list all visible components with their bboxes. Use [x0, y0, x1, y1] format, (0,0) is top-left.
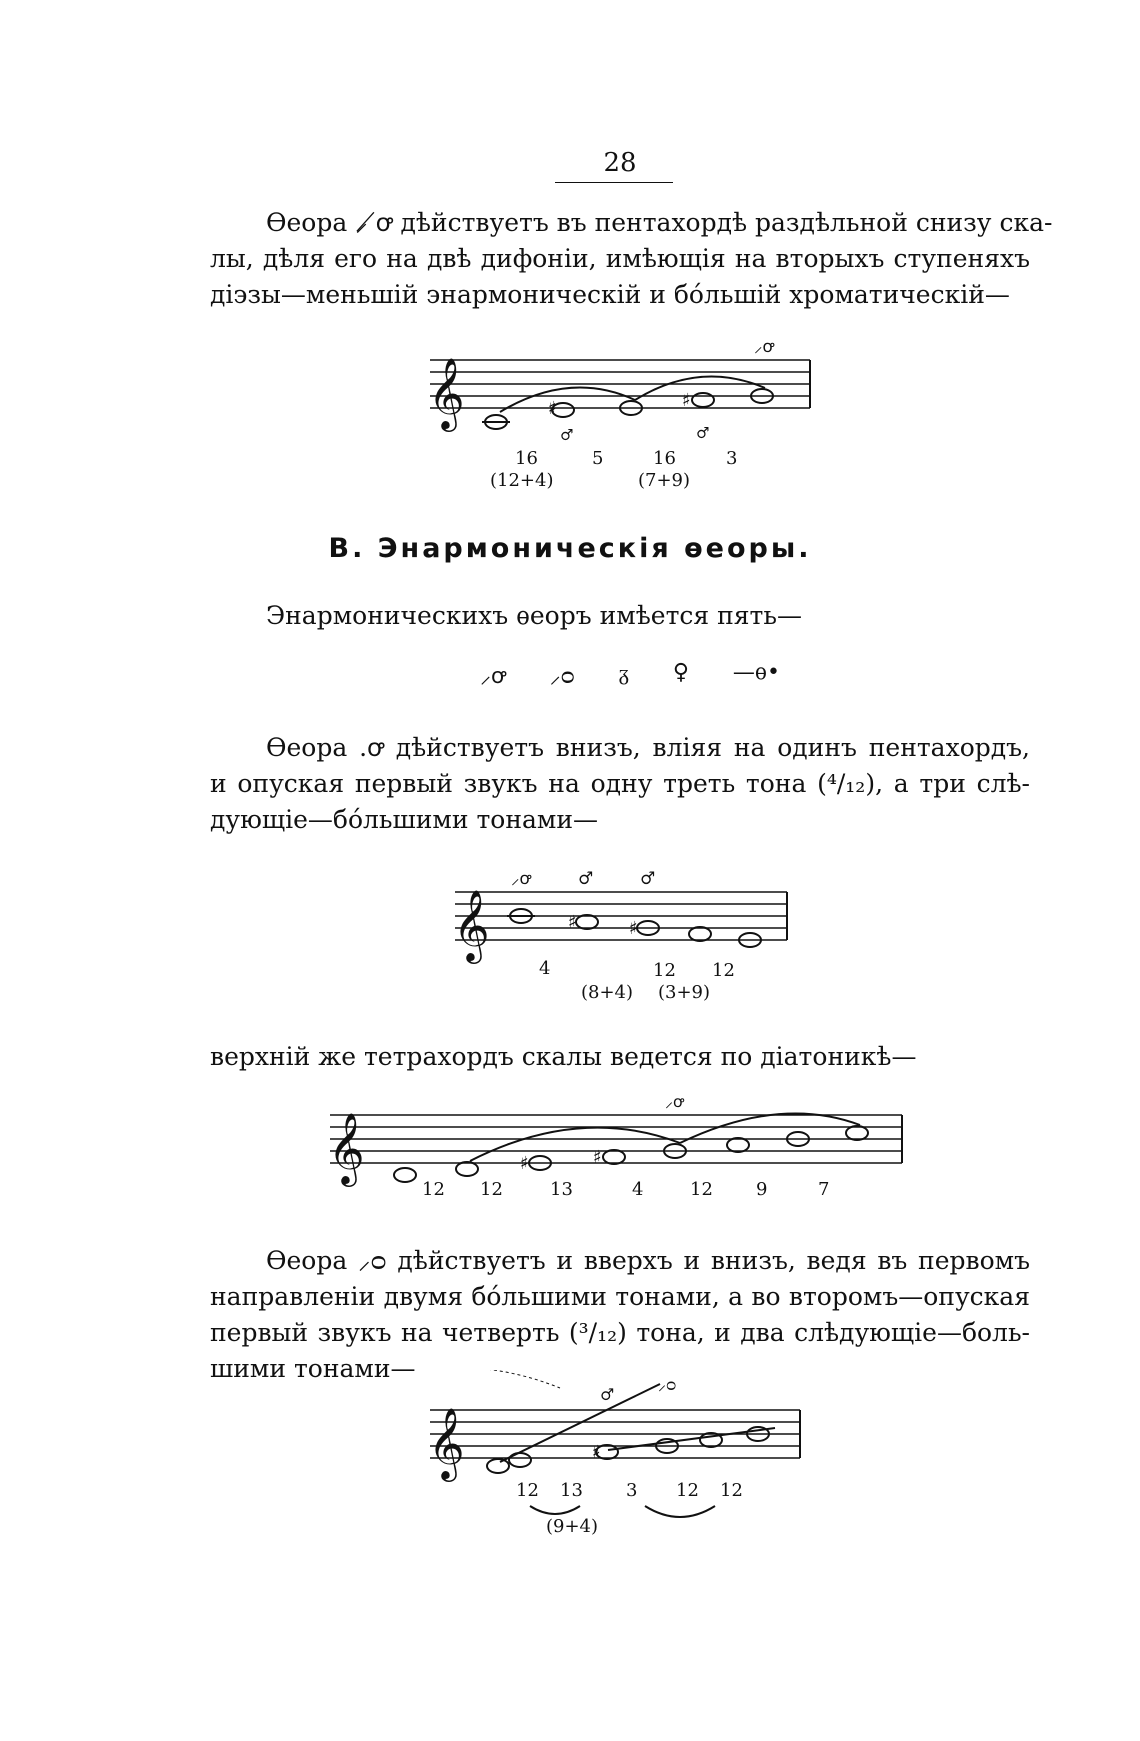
interval-grouping: (12+4) [490, 470, 554, 490]
section-heading: В. Энармоническія ѳеоры. [328, 533, 812, 564]
interval-number: 13 [550, 1179, 573, 1200]
paragraph-1-line: лы, дѣля его на двѣ дифоніи, имѣющія на вторыхъ ступеняхъ [210, 244, 1030, 273]
phthora-symbol-icon: ⸝ꝍ [754, 337, 774, 357]
interval-number: 16 [653, 448, 676, 469]
paragraph-3-line: и опуская первый звукъ на одну треть тона (⁴/₁₂), а три слѣ- [210, 769, 1030, 798]
interval-number: 3 [726, 448, 738, 469]
interval-number: 12 [653, 960, 676, 981]
treble-clef-icon: 𝄞 [328, 1111, 365, 1184]
phthora-symbol-icon: ♀ [672, 660, 690, 685]
sharp-sign-icon: ♯ [548, 398, 557, 419]
sharp-sign-icon: ♯ [593, 1147, 602, 1168]
interval-number: 7 [818, 1179, 830, 1200]
treble-clef-icon: 𝄞 [428, 1406, 465, 1479]
phthora-symbol-icon: ♂ [560, 426, 574, 444]
interval-number: 12 [480, 1179, 503, 1200]
phthora-symbol-icon: ♂ [640, 869, 656, 889]
sharp-sign-icon: ♯ [629, 918, 638, 939]
music-example-4 [420, 1370, 840, 1550]
interval-number: 12 [422, 1179, 445, 1200]
interval-grouping: (3+9) [658, 982, 711, 1003]
phthora-symbol-icon: ᵹ [618, 661, 630, 686]
phthora-symbol-icon: ⸝ᴑ [549, 664, 575, 689]
paragraph-5-line: направленіи двумя бо́льшими тонами, а во второмъ—опуская [210, 1282, 1030, 1311]
interval-number: 3 [626, 1480, 638, 1501]
interval-number: 12 [676, 1480, 699, 1501]
sharp-sign-icon: ♯ [682, 390, 691, 411]
interval-number: 12 [690, 1179, 713, 1200]
music-example-3 [320, 1095, 920, 1205]
treble-clef-icon: 𝄞 [453, 888, 490, 961]
interval-number: 13 [560, 1480, 583, 1501]
paragraph-3-line: дующіе—бо́льшими тонами— [210, 805, 599, 834]
music-example-2 [445, 862, 805, 1012]
sharp-sign-icon: ♯ [568, 912, 577, 933]
paragraph-3 [210, 730, 1030, 838]
phthora-symbol-icon: ⸝ꝍ [665, 1095, 684, 1111]
interval-number: 16 [515, 448, 538, 469]
interval-grouping: (7+9) [638, 470, 691, 490]
paragraph-1 [210, 205, 1053, 313]
interval-number: 5 [592, 448, 604, 469]
paragraph-1-line: Ѳеора ⸝ ̸ꝍ дѣйствуетъ въ пентахордѣ раздѣльной снизу ска- [266, 208, 1053, 237]
paragraph-2: Энармоническихъ ѳеоръ имѣется пять— [266, 601, 802, 630]
treble-clef-icon: 𝄞 [428, 356, 465, 429]
paragraph-5-line: Ѳеора ⸝ᴑ дѣйствуетъ и вверхъ и внизъ, ведя въ первомъ [266, 1246, 1030, 1275]
phthora-symbol-icon: ⸝ᴑ [658, 1375, 677, 1394]
phthora-symbol-icon: ⸝ꝍ [480, 664, 506, 689]
interval-number: 12 [720, 1480, 743, 1501]
page-number: 28 [603, 148, 637, 178]
sharp-sign-icon: ♯ [592, 1442, 601, 1463]
phthora-symbols-row [480, 660, 780, 690]
paragraph-1-line: діэзы—меньшій энармоническій и бо́льшій хроматическій— [210, 280, 1010, 309]
phthora-symbol-icon: ♂ [696, 424, 710, 442]
interval-number: 4 [539, 958, 551, 979]
phthora-symbol-icon: ♂ [600, 1385, 615, 1404]
interval-number: 12 [516, 1480, 539, 1501]
music-example-1 [420, 330, 840, 490]
phthora-symbol-icon: ⸝ꝍ [511, 869, 531, 889]
interval-number: 4 [632, 1179, 644, 1200]
phthora-symbol-icon: ♂ [578, 869, 594, 889]
paragraph-5 [210, 1243, 1030, 1387]
paragraph-5-line: шими тонами— [210, 1354, 416, 1383]
interval-grouping: (9+4) [546, 1516, 599, 1537]
phthora-symbol-icon: —ѳ• [732, 660, 780, 685]
interval-number: 12 [712, 960, 735, 981]
interval-number: 9 [756, 1179, 768, 1200]
header-rule [555, 182, 673, 183]
paragraph-3-line: Ѳеора .ꝍ дѣйствуетъ внизъ, вліяя на одинъ пентахордъ, [266, 733, 1030, 762]
interval-grouping: (8+4) [581, 982, 634, 1003]
sharp-sign-icon: ♯ [520, 1153, 529, 1174]
paragraph-4: верхній же тетрахордъ скалы ведется по діатоникѣ— [210, 1042, 917, 1071]
paragraph-5-line: первый звукъ на четверть (³/₁₂) тона, и два слѣдующіе—боль- [210, 1318, 1030, 1347]
